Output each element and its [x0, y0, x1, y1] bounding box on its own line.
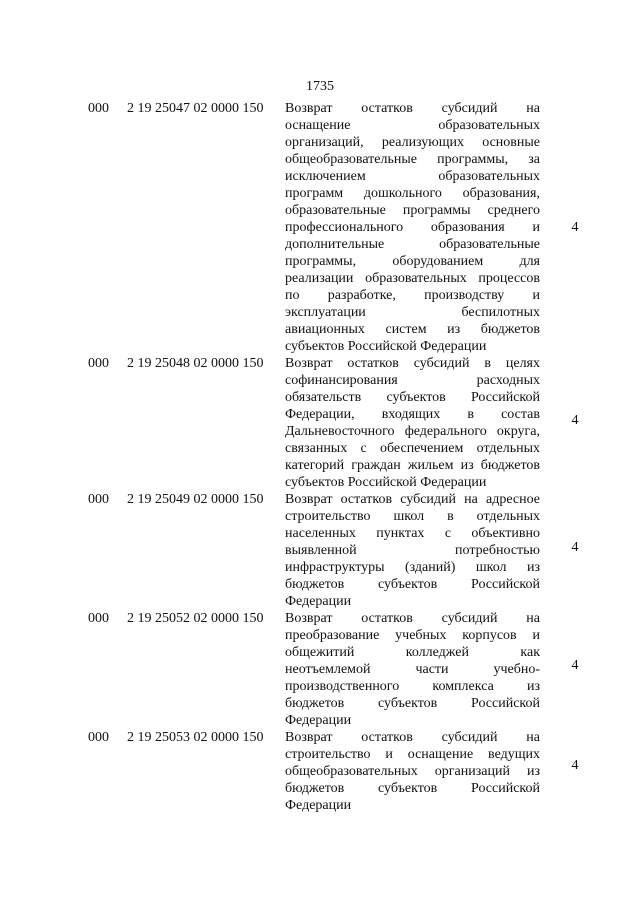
entry-description [285, 100, 540, 355]
budget-classification-code: 2 19 25047 02 0000 150 [127, 101, 264, 116]
entry-number: 4 [571, 758, 579, 773]
budget-classification-code: 2 19 25053 02 0000 150 [127, 730, 264, 745]
admin-code: 000 [88, 611, 109, 626]
description-line: Возврат остатков субсидий на адресное [285, 492, 540, 507]
admin-code: 000 [88, 101, 109, 116]
description-line: инфраструктуры (зданий) школ из [285, 560, 540, 575]
description-line: обязательств субъектов Российской [285, 390, 540, 405]
budget-classification-code: 2 19 25052 02 0000 150 [127, 611, 264, 626]
description-line: Дальневосточного федерального округа, [285, 424, 540, 439]
description-line: программы, оборудованием для [285, 254, 540, 269]
description-line: Возврат остатков субсидий на [285, 730, 540, 745]
description-line: бюджетов субъектов Российской [285, 781, 540, 796]
description-line: субъектов Российской Федерации [285, 475, 487, 490]
entry-number: 4 [571, 658, 579, 673]
entry-number: 4 [571, 220, 579, 235]
description-line: субъектов Российской Федерации [285, 339, 487, 354]
page-number: 1735 [306, 79, 334, 94]
description-line: производственного комплекса из [285, 679, 540, 694]
description-line: Федерации [285, 713, 352, 728]
description-line: Возврат остатков субсидий в целях [285, 356, 540, 371]
admin-code: 000 [88, 492, 109, 507]
description-line: общеобразовательных организаций из [285, 764, 540, 779]
description-line: профессионального образования и [285, 220, 540, 235]
description-line: по разработке, производству и [285, 288, 540, 303]
description-line: Возврат остатков субсидий на [285, 101, 540, 116]
budget-classification-code: 2 19 25049 02 0000 150 [127, 492, 264, 507]
description-line: общежитий колледжей как [285, 645, 540, 660]
description-line: софинансирования расходных [285, 373, 540, 388]
description-line: преобразование учебных корпусов и [285, 628, 540, 643]
description-line: образовательные программы среднего [285, 203, 540, 218]
description-line: бюджетов субъектов Российской [285, 577, 540, 592]
description-line: выявленной потребностью [285, 543, 540, 558]
entry-number: 4 [571, 540, 579, 555]
entry-description [285, 610, 540, 729]
admin-code: 000 [88, 730, 109, 745]
description-line: Федерации [285, 798, 352, 813]
description-line: связанных с обеспечением отдельных [285, 441, 540, 456]
description-line: Возврат остатков субсидий на [285, 611, 540, 626]
description-line: бюджетов субъектов Российской [285, 696, 540, 711]
description-line: Федерации [285, 594, 352, 609]
description-line: программ дошкольного образования, [285, 186, 540, 201]
description-line: категорий граждан жильем из бюджетов [285, 458, 540, 473]
description-line: реализации образовательных процессов [285, 271, 540, 286]
entry-description [285, 355, 540, 491]
admin-code: 000 [88, 356, 109, 371]
description-line: исключением образовательных [285, 169, 540, 184]
entry-description [285, 491, 540, 610]
description-line: оснащение образовательных [285, 118, 540, 133]
budget-classification-code: 2 19 25048 02 0000 150 [127, 356, 264, 371]
description-line: населенных пунктах с объективно [285, 526, 540, 541]
description-line: общеобразовательные программы, за [285, 152, 540, 167]
description-line: строительство школ в отдельных [285, 509, 540, 524]
description-line: строительство и оснащение ведущих [285, 747, 540, 762]
description-line: эксплуатации беспилотных [285, 305, 540, 320]
entry-number: 4 [571, 413, 579, 428]
description-line: авиационных систем из бюджетов [285, 322, 540, 337]
description-line: организаций, реализующих основные [285, 135, 540, 150]
description-line: дополнительные образовательные [285, 237, 540, 252]
description-line: Федерации, входящих в состав [285, 407, 540, 422]
entry-description [285, 729, 540, 814]
description-line: неотъемлемой части учебно- [285, 662, 540, 677]
